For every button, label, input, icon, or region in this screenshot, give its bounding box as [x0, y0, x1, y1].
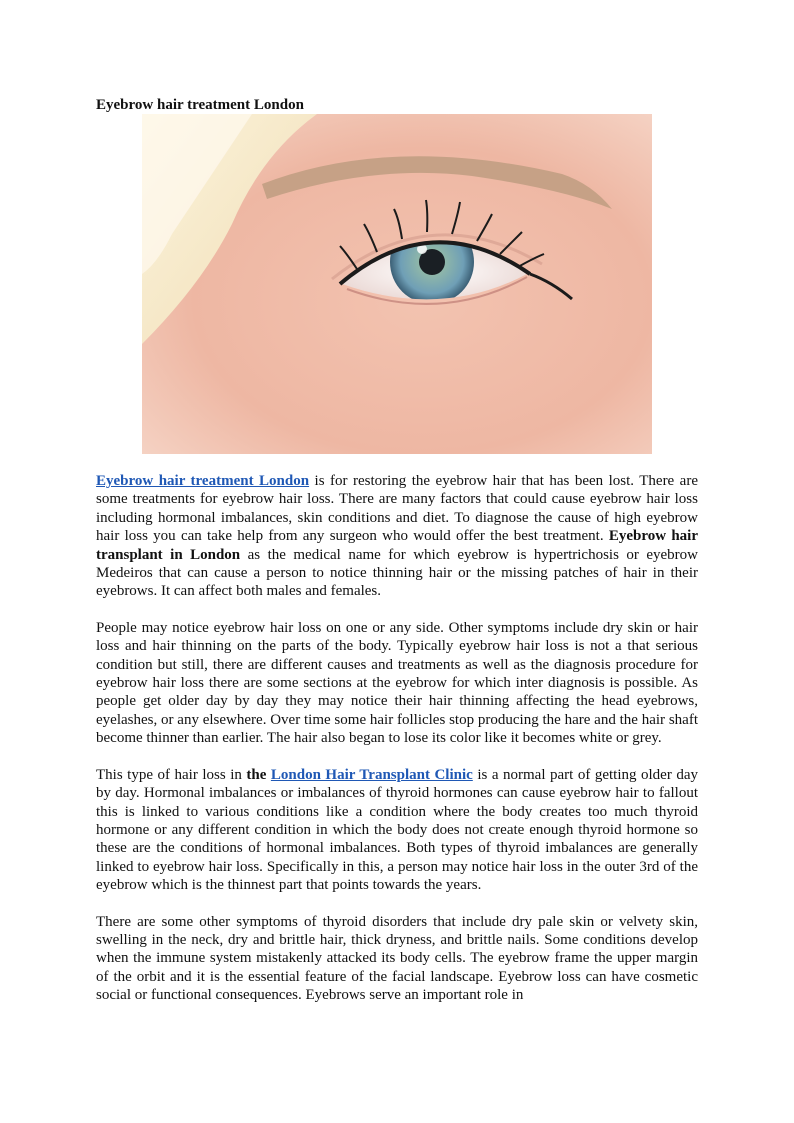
paragraph-3-text-b: is a normal part of getting older day by day. Hormonal imbalances or imbalances of thyroid hormones can cause eyebrow hair to fallout this is linked to various conditions like a condition where the body creates too much thyroid hormone or any different condition in which the body does not create enough thyroid hormone so these are the conditions of hormonal imbalances. Both types of thyroid imbalances are generally linked to eyebrow hair loss. Specifically in this, a person may notice hair loss in the outer 3rd of the eyebrow which is the thinnest part that points towards the years. [96, 766, 698, 894]
eyebrow-treatment-link[interactable]: Eyebrow hair treatment London [96, 473, 310, 489]
clinic-link[interactable]: London Hair Transplant Clinic [270, 766, 473, 783]
paragraph-1-text-a: is for restoring the eyebrow hair that has been lost. There are some treatments for eyebrow hair loss. There are many factors that could cause eyebrow hair loss including hormonal imbalances, skin conditions and diet. To diagnose the cause of high eyebrow hair loss you can take help from any surgeon who would offer the best treatment. [96, 473, 698, 545]
eye-illustration [142, 114, 652, 454]
paragraph-3-bold: the [246, 766, 267, 783]
paragraph-3 [96, 766, 698, 895]
paragraph-1-bold: Eyebrow hair transplant in London [96, 528, 698, 563]
article-body [96, 472, 698, 1023]
document-title: Eyebrow hair treatment London [96, 97, 304, 113]
paragraph-4: There are some other symptoms of thyroid disorders that include dry pale skin or velvety skin, swelling in the neck, dry and brittle hair, thick dryness, and brittle nails. Some conditions develop when the immune system mistakenly attacked its body cells. The eyebrow frame the upper margin of the orbit and it is the essential feature of the facial landscape. Eyebrow loss can have cosmetic social or functional consequences. Eyebrows serve an important role in [96, 913, 698, 1004]
paragraph-1 [96, 472, 698, 601]
document-page [96, 96, 698, 1004]
paragraph-3-text-a: This type of hair loss in [96, 766, 247, 783]
paragraph-2: People may notice eyebrow hair loss on one or any side. Other symptoms include dry skin or hair loss and hair thinning on the parts of the body. Typically eyebrow hair loss is not a that serious condition but still, there are different causes and treatments as well as the diagnosis procedure for eyebrow hair loss there are some sections at the eyebrow for which inter diagnosis is possible. As people get older day by day they may notice their hair thinning affecting the head eyebrows, eyelashes, or any elsewhere. Over time some hair follicles stop producing the hare and the hair shaft become thinner than earlier. The hair also began to lose its color like it becomes white or grey. [96, 619, 698, 747]
paragraph-1-text-b: as the medical name for which eyebrow is hypertrichosis or eyebrow Medeiros that can cause a person to notice thinning hair or the missing patches of hair in their eyebrows. It can affect both males and females. [96, 546, 698, 600]
eye-photo [142, 114, 652, 454]
